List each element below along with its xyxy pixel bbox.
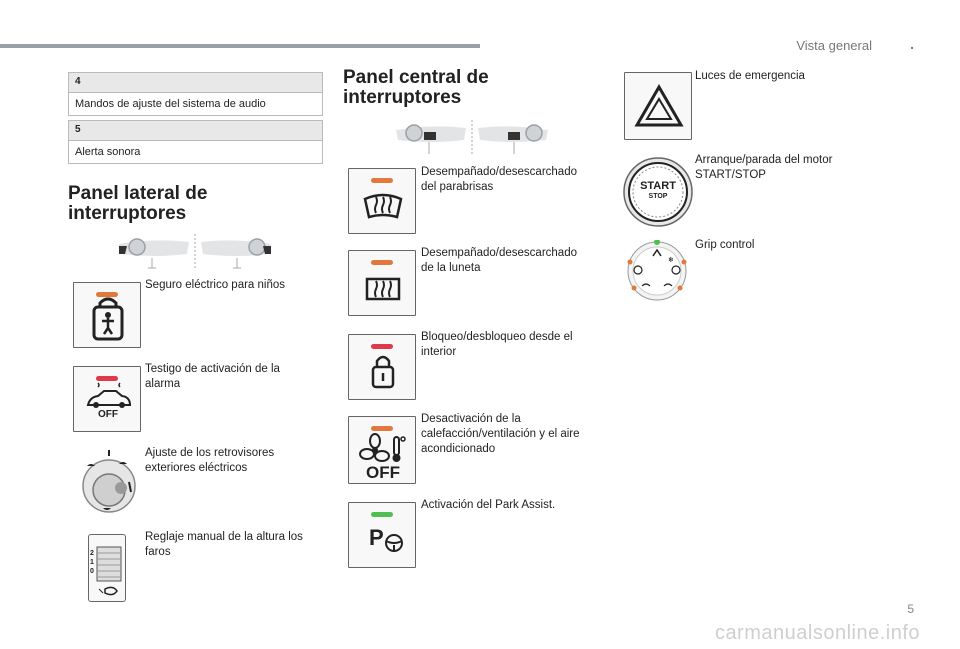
legend-box-4 [68, 72, 323, 116]
alarm-label: Testigo de activación de la alarma [145, 363, 280, 390]
car-alarm-off-icon [74, 367, 142, 433]
rear-window-defrost-button[interactable] [348, 250, 416, 316]
child-lock-button[interactable] [73, 282, 141, 348]
off-badge: OFF [98, 409, 118, 420]
padlock-icon [349, 335, 417, 401]
svg-text:❄: ❄ [668, 256, 674, 264]
grip-control-label: Grip control [695, 239, 755, 251]
windscreen-defrost-button[interactable] [348, 168, 416, 234]
start-stop-button[interactable] [622, 156, 694, 228]
wheel-values: 2 1 0 [90, 550, 94, 575]
stop-text: STOP [648, 193, 668, 200]
dashboard-center-illustration [392, 118, 552, 158]
rear-window-defrost-icon [349, 251, 417, 317]
left-panel-title: Panel lateral de interruptores [68, 183, 208, 224]
section-marker: . [910, 36, 914, 52]
start-text: START [640, 180, 676, 192]
legend-number: 4 [69, 73, 322, 92]
child-lock-label: Seguro eléctrico para niños [145, 279, 285, 291]
center-panel-title: Panel central de interruptores [343, 67, 489, 108]
central-lock-label: Bloqueo/desbloqueo desde el interior [421, 331, 573, 358]
start-stop-label: Arranque/parada del motor START/STOP [695, 154, 833, 181]
child-lock-icon [74, 283, 142, 349]
headlamp-height-wheel[interactable] [88, 534, 126, 602]
park-assist-icon [349, 503, 417, 569]
section-title: Vista general [796, 38, 872, 53]
mirror-label: Ajuste de los retrovisores exteriores eléctricos [145, 447, 275, 474]
mirror-adjust-knob[interactable] [73, 446, 141, 516]
grip-control-dial[interactable] [620, 240, 694, 302]
climate-off-label: Desactivación de la calefacción/ventilación y el aire acondicionado [421, 413, 580, 455]
alarm-button[interactable] [73, 366, 141, 432]
page-number: 5 [907, 602, 914, 616]
start-stop-button-icon [622, 156, 694, 228]
headlamp-label: Reglaje manual de la altura los faros [145, 531, 303, 558]
legend-text: Mandos de ajuste del sistema de audio [69, 92, 322, 115]
park-assist-label: Activación del Park Assist. [421, 499, 556, 511]
legend-number: 5 [69, 121, 322, 140]
park-assist-button[interactable] [348, 502, 416, 568]
park-letter: P [369, 525, 384, 550]
off-badge: OFF [366, 463, 400, 482]
hazard-label: Luces de emergencia [695, 70, 805, 82]
watermark: carmanualsonline.info [714, 622, 920, 644]
hazard-button[interactable] [624, 72, 692, 140]
legend-text: Alerta sonora [69, 140, 322, 163]
dashboard-left-illustration [115, 232, 275, 272]
hazard-triangle-icon [625, 73, 693, 141]
climate-off-button[interactable] [348, 416, 416, 484]
legend-box-5 [68, 120, 323, 164]
mirror-adjust-knob-icon [73, 446, 141, 516]
header-bar [0, 44, 480, 48]
grip-control-dial-icon [620, 240, 694, 302]
central-lock-button[interactable] [348, 334, 416, 400]
windscreen-defrost-icon [349, 169, 417, 235]
windscreen-defrost-label: Desempañado/desescarchado del parabrisas [421, 166, 577, 193]
rear-window-defrost-label: Desempañado/desescarchado de la luneta [421, 247, 577, 274]
